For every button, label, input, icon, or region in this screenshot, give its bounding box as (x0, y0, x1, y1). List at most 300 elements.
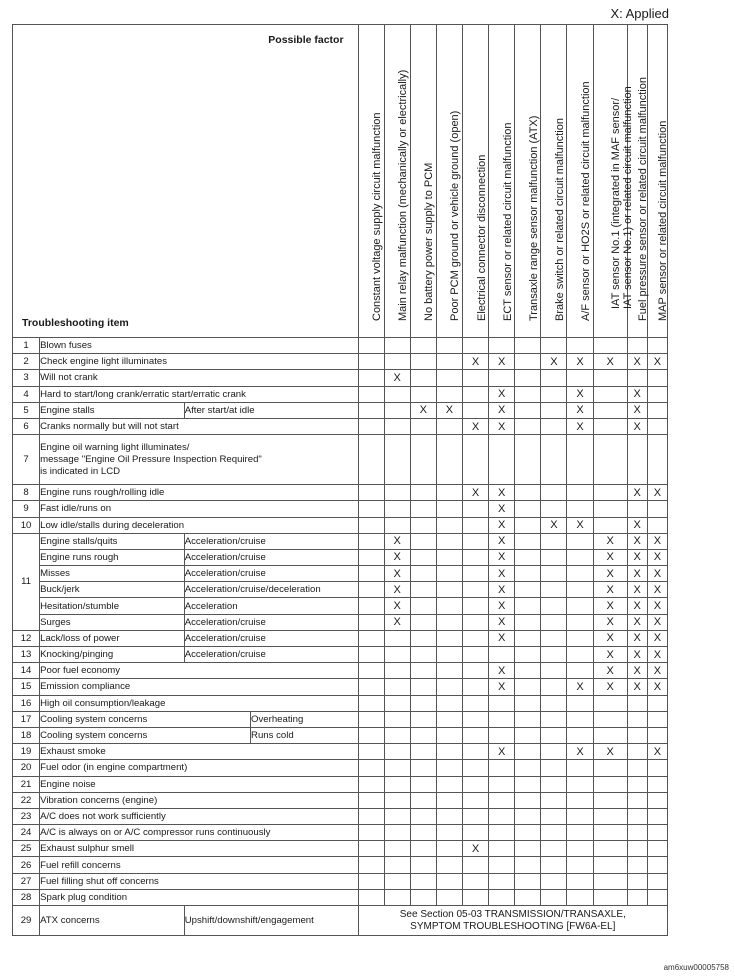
applied-mark: X (471, 420, 480, 433)
table-row (13, 744, 668, 760)
applied-mark: X (393, 371, 401, 384)
factor-cell (436, 614, 462, 630)
troubleshooting-item: Cooling system concerns (40, 711, 251, 727)
applied-mark: X (653, 551, 662, 564)
factor-cell (627, 889, 647, 905)
factor-cell (410, 663, 436, 679)
factor-cell (358, 760, 384, 776)
factor-cell (541, 727, 567, 743)
applied-mark: X (471, 842, 480, 855)
applied-mark: X (576, 404, 584, 417)
factor-label: IAT sensor No.1 (integrated in MAF sensor/ IAT sensor No.1) or related circuit malfunction (610, 86, 635, 309)
factor-label: Main relay malfunction (mechanically or electrically) (397, 69, 410, 321)
applied-mark: X (576, 745, 584, 758)
factor-cell (436, 485, 462, 501)
applied-mark: X (653, 535, 662, 548)
row-number: 7 (13, 435, 40, 485)
factor-cell (647, 533, 667, 549)
factor-cell (593, 679, 627, 695)
troubleshooting-item: A/C is always on or A/C compressor runs continuously (40, 825, 358, 841)
applied-mark: X (633, 648, 641, 661)
factor-cell (515, 889, 541, 905)
factor-cell (567, 501, 593, 517)
factor-cell (647, 501, 667, 517)
factor-cell (593, 517, 627, 533)
troubleshooting-item: Vibration concerns (engine) (40, 792, 358, 808)
factor-cell (567, 435, 593, 485)
factor-cell (358, 825, 384, 841)
factor-cell (436, 501, 462, 517)
applied-mark: X (633, 583, 641, 596)
applied-mark: X (471, 355, 480, 368)
factor-cell (463, 857, 489, 873)
factor-label: Transaxle range sensor malfunction (ATX) (527, 115, 540, 321)
factor-cell (489, 614, 515, 630)
factor-cell (515, 776, 541, 792)
factor-cell (410, 630, 436, 646)
see-section-note: See Section 05-03 TRANSMISSION/TRANSAXLE, SYMPTOM TROUBLESHOOTING [FW6A-EL] (358, 906, 667, 936)
factor-label: ECT sensor or related circuit malfunction (501, 122, 514, 321)
row-number: 5 (13, 402, 40, 418)
factor-cell (384, 370, 410, 386)
row-number: 9 (13, 501, 40, 517)
factor-cell (515, 566, 541, 582)
factor-cell (515, 533, 541, 549)
factor-cell (489, 647, 515, 663)
applied-mark: X (497, 404, 506, 417)
applied-mark: X (497, 567, 506, 580)
factor-cell (515, 760, 541, 776)
applied-mark: X (633, 551, 641, 564)
factor-header-5 (463, 25, 489, 338)
factor-cell (384, 663, 410, 679)
condition: Upshift/downshift/engagement (184, 906, 358, 936)
factor-cell (436, 418, 462, 434)
row-number: 14 (13, 663, 40, 679)
factor-cell (463, 566, 489, 582)
factor-cell (410, 857, 436, 873)
factor-cell (358, 370, 384, 386)
factor-cell (515, 808, 541, 824)
factor-cell (627, 711, 647, 727)
factor-cell (410, 873, 436, 889)
table-row (13, 825, 668, 841)
factor-cell (593, 614, 627, 630)
troubleshooting-item: Misses (40, 566, 185, 582)
factor-cell (647, 808, 667, 824)
factor-cell (384, 549, 410, 565)
factor-cell (489, 792, 515, 808)
factor-cell (541, 370, 567, 386)
factor-cell (647, 727, 667, 743)
factor-cell (647, 435, 667, 485)
factor-cell (358, 711, 384, 727)
factor-cell (627, 695, 647, 711)
factor-cell (410, 402, 436, 418)
factor-cell (567, 517, 593, 533)
table-row (13, 338, 668, 354)
factor-cell (436, 760, 462, 776)
factor-cell (436, 776, 462, 792)
factor-cell (627, 549, 647, 565)
row-number: 4 (13, 386, 40, 402)
factor-cell (593, 370, 627, 386)
factor-cell (515, 598, 541, 614)
factor-cell (567, 485, 593, 501)
factor-cell (627, 776, 647, 792)
factor-cell (541, 630, 567, 646)
troubleshooting-table (12, 24, 668, 936)
factor-cell (647, 370, 667, 386)
factor-cell (593, 402, 627, 418)
factor-cell (567, 679, 593, 695)
factor-cell (358, 435, 384, 485)
factor-cell (463, 386, 489, 402)
factor-header-11 (627, 25, 650, 338)
table-row (13, 533, 668, 549)
factor-cell (463, 841, 489, 857)
factor-cell (567, 370, 593, 386)
applied-mark: X (576, 355, 584, 368)
factor-cell (627, 857, 647, 873)
factor-cell (463, 776, 489, 792)
factor-cell (436, 727, 462, 743)
factor-cell (541, 354, 567, 370)
factor-cell (384, 501, 410, 517)
factor-cell (593, 857, 627, 873)
factor-cell (463, 402, 489, 418)
factor-cell (541, 533, 567, 549)
factor-cell (567, 338, 593, 354)
factor-cell (436, 792, 462, 808)
factor-cell (593, 776, 627, 792)
applied-mark: X (497, 388, 506, 401)
factor-cell (489, 501, 515, 517)
factor-cell (358, 338, 384, 354)
troubleshooting-item: Spark plug condition (40, 889, 358, 905)
applied-mark: X (653, 632, 662, 645)
factor-cell (567, 695, 593, 711)
applied-mark: X (393, 616, 401, 629)
factor-cell (384, 776, 410, 792)
factor-cell (463, 873, 489, 889)
applied-mark: X (633, 486, 641, 499)
factor-cell (567, 354, 593, 370)
factor-cell (358, 386, 384, 402)
troubleshooting-item: Fast idle/runs on (40, 501, 358, 517)
factor-cell (593, 582, 627, 598)
factor-cell (358, 501, 384, 517)
applied-mark: X (576, 388, 584, 401)
table-row (13, 906, 668, 936)
applied-mark: X (653, 680, 662, 693)
factor-cell (541, 889, 567, 905)
factor-cell (489, 841, 515, 857)
troubleshooting-item: Poor fuel economy (40, 663, 358, 679)
factor-cell (593, 435, 627, 485)
factor-cell (541, 501, 567, 517)
applied-mark: X (550, 355, 558, 368)
factor-cell (567, 727, 593, 743)
factor-cell (436, 533, 462, 549)
factor-cell (410, 841, 436, 857)
factor-cell (463, 711, 489, 727)
factor-cell (647, 354, 667, 370)
factor-cell (515, 485, 541, 501)
possible-factor-heading: Possible factor (268, 34, 344, 46)
factor-cell (358, 402, 384, 418)
factor-cell (436, 338, 462, 354)
factor-cell (358, 808, 384, 824)
factor-cell (627, 663, 647, 679)
factor-cell (593, 792, 627, 808)
factor-cell (410, 825, 436, 841)
factor-cell (384, 566, 410, 582)
table-row (13, 727, 668, 743)
factor-cell (541, 647, 567, 663)
factor-cell (463, 533, 489, 549)
factor-cell (541, 435, 567, 485)
applied-mark: X (606, 616, 614, 629)
factor-cell (593, 663, 627, 679)
factor-cell (463, 435, 489, 485)
condition: Acceleration/cruise (184, 630, 358, 646)
applied-mark: X (606, 745, 614, 758)
factor-cell (647, 679, 667, 695)
factor-cell (627, 792, 647, 808)
factor-cell (436, 889, 462, 905)
factor-cell (436, 386, 462, 402)
factor-cell (436, 598, 462, 614)
row-number: 28 (13, 889, 40, 905)
table-row (13, 792, 668, 808)
condition: Acceleration/cruise/deceleration (184, 582, 358, 598)
troubleshooting-item: Low idle/stalls during deceleration (40, 517, 358, 533)
troubleshooting-item: Blown fuses (40, 338, 358, 354)
factor-cell (436, 370, 462, 386)
troubleshooting-item: Exhaust smoke (40, 744, 358, 760)
condition: Acceleration/cruise (184, 549, 358, 565)
applied-mark: X (497, 355, 506, 368)
factor-cell (567, 808, 593, 824)
table-row (13, 598, 668, 614)
factor-cell (647, 825, 667, 841)
applied-mark: X (576, 519, 584, 532)
row-number: 20 (13, 760, 40, 776)
table-row (13, 873, 668, 889)
factor-header-7 (515, 25, 541, 338)
factor-cell (647, 614, 667, 630)
factor-cell (384, 889, 410, 905)
factor-cell (515, 614, 541, 630)
troubleshooting-item: Engine oil warning light illuminates/ message "Engine Oil Pressure Inspection Required" is indicated in LCD (40, 435, 358, 485)
factor-cell (593, 727, 627, 743)
factor-header-1 (358, 25, 384, 338)
row-number: 29 (13, 906, 40, 936)
factor-cell (384, 679, 410, 695)
row-number: 6 (13, 418, 40, 434)
condition: Acceleration (184, 598, 358, 614)
factor-cell (627, 485, 647, 501)
factor-cell (593, 598, 627, 614)
table-row (13, 549, 668, 565)
table-row (13, 501, 668, 517)
factor-cell (627, 808, 647, 824)
applied-mark: X (606, 632, 614, 645)
factor-cell (593, 485, 627, 501)
factor-cell (567, 663, 593, 679)
factor-cell (593, 711, 627, 727)
factor-cell (410, 695, 436, 711)
applied-mark: X (393, 567, 401, 580)
factor-cell (489, 630, 515, 646)
factor-cell (436, 630, 462, 646)
factor-cell (489, 663, 515, 679)
factor-cell (627, 418, 647, 434)
factor-cell (627, 647, 647, 663)
factor-cell (436, 711, 462, 727)
condition: Overheating (251, 711, 359, 727)
applied-mark: X (497, 600, 506, 613)
factor-cell (567, 889, 593, 905)
troubleshooting-item: Emission compliance (40, 679, 358, 695)
factor-cell (384, 582, 410, 598)
factor-cell (358, 744, 384, 760)
figure-id: am6xuw00005758 (663, 963, 729, 972)
troubleshooting-item: Engine stalls/quits (40, 533, 185, 549)
factor-cell (489, 402, 515, 418)
row-number: 22 (13, 792, 40, 808)
factor-cell (489, 808, 515, 824)
factor-cell (627, 679, 647, 695)
factor-cell (627, 435, 647, 485)
factor-cell (384, 354, 410, 370)
factor-cell (410, 598, 436, 614)
factor-cell (384, 647, 410, 663)
applied-mark: X (653, 486, 662, 499)
factor-cell (515, 873, 541, 889)
factor-cell (515, 857, 541, 873)
factor-cell (627, 533, 647, 549)
row-number: 3 (13, 370, 40, 386)
factor-cell (384, 808, 410, 824)
applied-mark: X (606, 583, 614, 596)
factor-cell (463, 825, 489, 841)
factor-cell (627, 825, 647, 841)
factor-cell (384, 695, 410, 711)
row-number: 18 (13, 727, 40, 743)
factor-cell (436, 566, 462, 582)
factor-cell (410, 647, 436, 663)
factor-cell (410, 517, 436, 533)
factor-cell (489, 354, 515, 370)
factor-cell (410, 727, 436, 743)
factor-cell (384, 760, 410, 776)
factor-cell (567, 418, 593, 434)
factor-cell (436, 841, 462, 857)
factor-cell (567, 386, 593, 402)
factor-cell (358, 792, 384, 808)
factor-cell (647, 760, 667, 776)
factor-label: Brake switch or related circuit malfunction (553, 118, 566, 321)
factor-cell (647, 566, 667, 582)
factor-cell (541, 338, 567, 354)
factor-cell (489, 370, 515, 386)
table-row (13, 695, 668, 711)
applied-mark: X (606, 551, 614, 564)
factor-cell (647, 630, 667, 646)
row-number: 10 (13, 517, 40, 533)
applied-mark: X (393, 583, 401, 596)
factor-cell (384, 841, 410, 857)
factor-cell (567, 776, 593, 792)
row-number: 24 (13, 825, 40, 841)
factor-cell (463, 517, 489, 533)
factor-cell (489, 711, 515, 727)
factor-cell (541, 418, 567, 434)
factor-cell (647, 744, 667, 760)
table-row (13, 760, 668, 776)
factor-cell (567, 744, 593, 760)
applied-mark: X (497, 551, 506, 564)
table-row (13, 354, 668, 370)
factor-cell (627, 582, 647, 598)
troubleshooting-item: ATX concerns (40, 906, 185, 936)
applied-mark: X (653, 745, 662, 758)
factor-cell (541, 825, 567, 841)
factor-cell (410, 566, 436, 582)
applied-mark: X (633, 567, 641, 580)
factor-label: Poor PCM ground or vehicle ground (open) (449, 110, 462, 321)
factor-cell (463, 582, 489, 598)
factor-cell (489, 727, 515, 743)
factor-cell (489, 418, 515, 434)
factor-cell (358, 647, 384, 663)
troubleshooting-item: Fuel filling shut off concerns (40, 873, 358, 889)
factor-cell (436, 744, 462, 760)
factor-cell (541, 582, 567, 598)
troubleshooting-item: Engine runs rough/rolling idle (40, 485, 358, 501)
row-number: 12 (13, 630, 40, 646)
factor-cell (358, 857, 384, 873)
applied-mark: X (606, 648, 614, 661)
factor-cell (436, 857, 462, 873)
factor-cell (647, 889, 667, 905)
applied-mark: X (606, 567, 614, 580)
factor-cell (541, 841, 567, 857)
factor-cell (358, 549, 384, 565)
factor-cell (627, 354, 647, 370)
factor-cell (593, 566, 627, 582)
factor-cell (593, 889, 627, 905)
factor-cell (489, 517, 515, 533)
applied-mark: X (497, 680, 506, 693)
factor-cell (410, 614, 436, 630)
factor-cell (515, 418, 541, 434)
factor-cell (593, 418, 627, 434)
factor-cell (463, 370, 489, 386)
factor-cell (593, 647, 627, 663)
applied-mark: X (633, 680, 641, 693)
factor-cell (489, 889, 515, 905)
factor-cell (647, 857, 667, 873)
table-row (13, 435, 668, 485)
factor-cell (489, 825, 515, 841)
factor-cell (358, 663, 384, 679)
factor-cell (463, 792, 489, 808)
factor-cell (627, 566, 647, 582)
factor-header-4 (436, 25, 462, 338)
